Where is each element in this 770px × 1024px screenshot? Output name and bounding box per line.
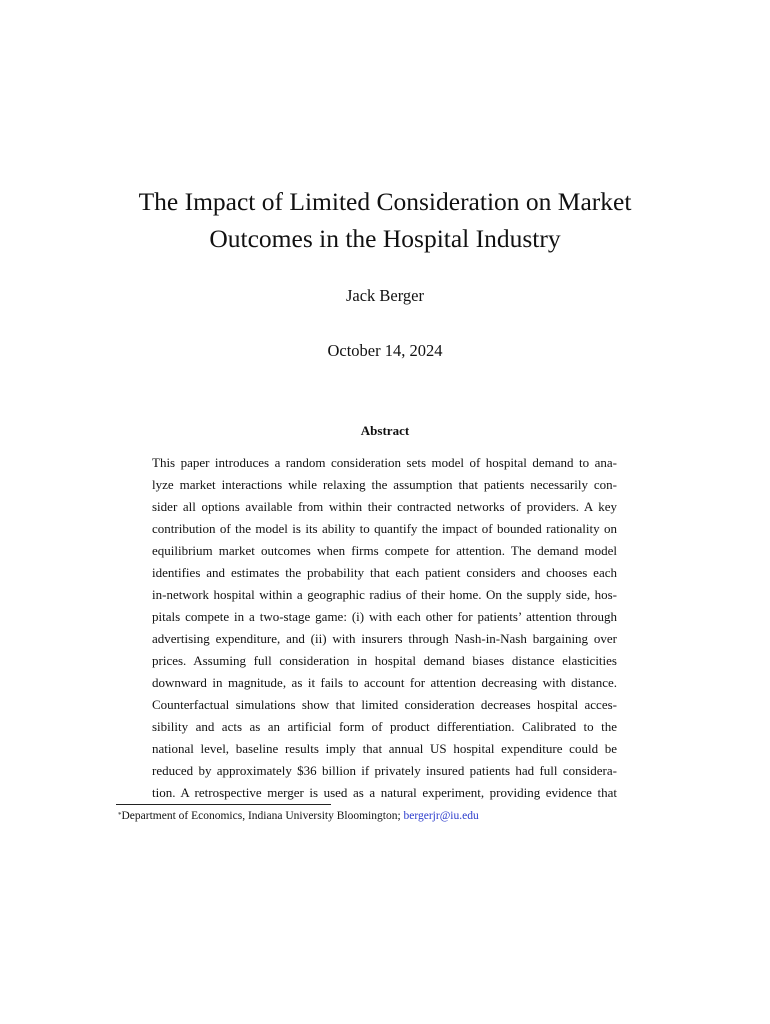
author-name: Jack Berger — [345, 286, 425, 305]
abstract-line: This paper introduces a random consideration sets model of hospital demand to ana- — [152, 455, 617, 470]
title-line-1: The Impact of Limited Consideration on Market — [138, 187, 632, 216]
title-line-2: Outcomes in the Hospital Industry — [209, 224, 561, 253]
abstract-line: tion. A retrospective merger is used as a natural experiment, providing evidence that — [152, 785, 617, 800]
footnote-affiliation: Department of Economics, Indiana University Bloomington; — [121, 810, 404, 822]
publication-date: October 14, 2024 — [327, 341, 443, 360]
abstract-line: downward in magnitude, as it fails to account for attention decreasing with distance. — [152, 675, 617, 690]
abstract-line: sibility and acts as an artificial form of product differentiation. Calibrated to the — [152, 719, 617, 734]
abstract-body — [152, 452, 617, 804]
abstract-line: prices. Assuming full consideration in hospital demand biases distance elasticities — [152, 653, 617, 668]
abstract-line: sider all options available from within their contracted networks of providers. A key — [152, 499, 617, 514]
abstract-line: pitals compete in a two-stage game: (i) with each other for patients’ attention through — [152, 609, 617, 624]
footnote-marker: * — [118, 811, 122, 819]
abstract-heading: Abstract — [360, 423, 410, 438]
abstract-line: identifies and estimates the probability that each patient considers and chooses each — [152, 565, 617, 580]
author-email-link[interactable]: bergerjr@iu.edu — [403, 810, 479, 822]
abstract-line: reduced by approximately $36 billion if privately insured patients had full considera- — [152, 763, 617, 778]
paper-title — [0, 183, 770, 257]
abstract-line: national level, baseline results imply that annual US hospital expenditure could be — [152, 741, 617, 756]
abstract-line: contribution of the model is its ability to quantify the impact of bounded rationality on — [152, 521, 617, 536]
footnote-divider — [116, 804, 331, 805]
abstract-line: lyze market interactions while relaxing the assumption that patients necessarily con- — [152, 477, 617, 492]
abstract-line: equilibrium market outcomes when firms compete for attention. The demand model — [152, 543, 617, 558]
abstract-line: in-network hospital within a geographic radius of their home. On the supply side, hos- — [152, 587, 617, 602]
footnote — [118, 808, 479, 824]
abstract-line: Counterfactual simulations show that limited consideration decreases hospital acces- — [152, 697, 617, 712]
abstract-line: advertising expenditure, and (ii) with insurers through Nash-in-Nash bargaining over — [152, 631, 617, 646]
